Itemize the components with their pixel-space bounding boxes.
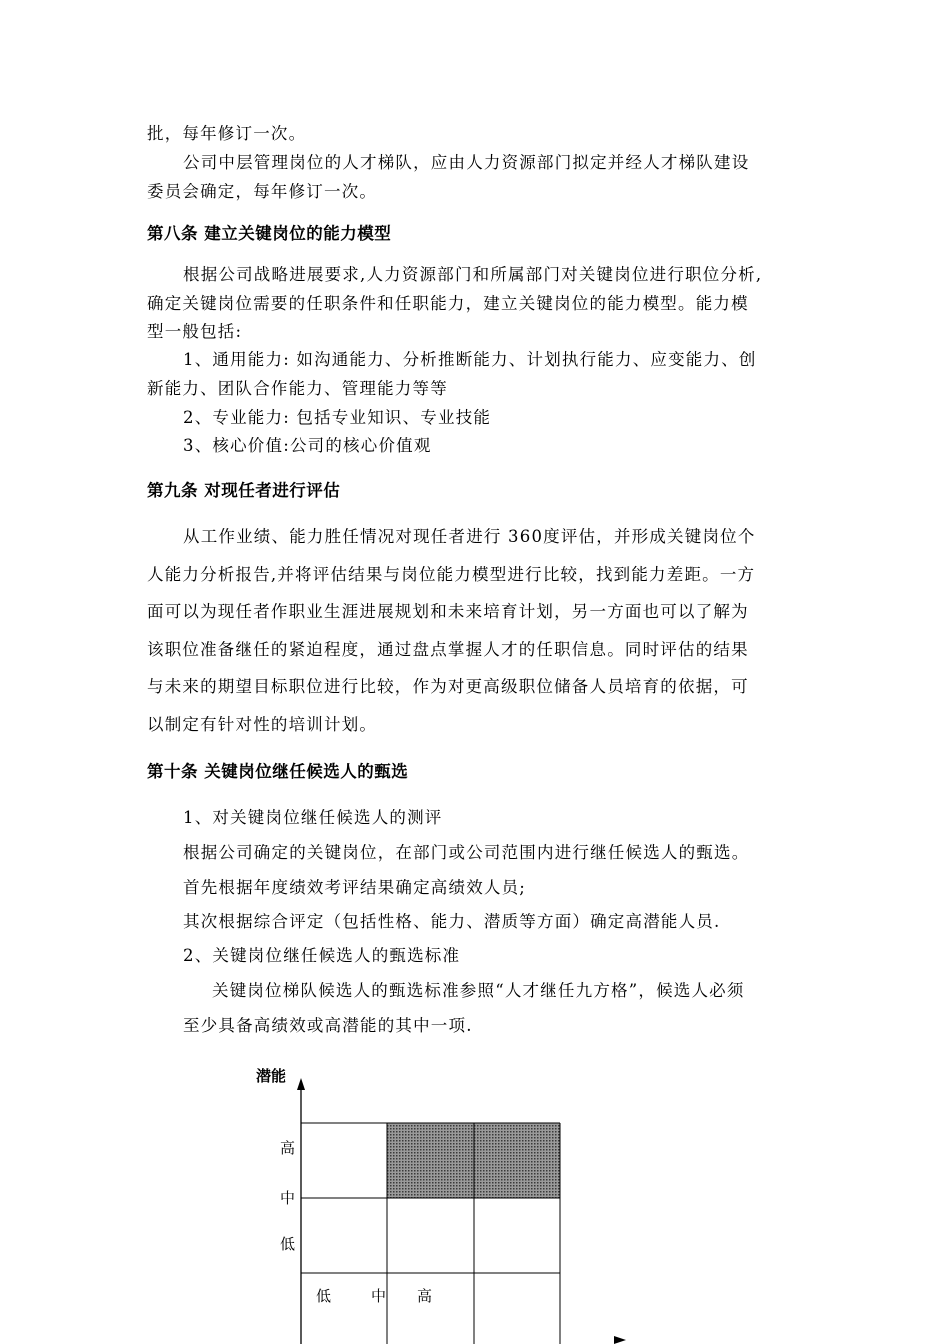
text-line: 首先根据年度绩效考评结果确定高绩效人员; [183, 878, 527, 897]
section-heading-8: 第八条 建立关键岗位的能力模型 [147, 224, 392, 243]
text-line: 委员会确定，每年修订一次。 [147, 182, 378, 201]
text-line: 从工作业绩、能力胜任情况对现任者进行 360度评估，并形成关键岗位个 [183, 527, 756, 546]
text-line: 以制定有针对性的培训计划。 [147, 715, 378, 734]
y-axis-title: 潜能 [256, 1067, 287, 1085]
text-line: 人能力分析报告,并将评估结果与岗位能力模型进行比较，找到能力差距。一方 [147, 565, 756, 584]
text-line: 关键岗位梯队候选人的甄选标准参照“人才继任九方格”，候选人必须 [212, 981, 745, 1000]
highlight-cell-high-high [474, 1123, 560, 1198]
text-line: 与未来的期望目标职位进行比较，作为对更高级职位储备人员培育的依据，可 [147, 677, 749, 696]
section-heading-9: 第九条 对现任者进行评估 [147, 481, 341, 500]
text-line: 1、通用能力: 如沟通能力、分析推断能力、计划执行能力、应变能力、创 [183, 350, 757, 369]
text-line: 1、对关键岗位继任候选人的测评 [183, 808, 443, 827]
y-label-low: 低 [280, 1235, 296, 1253]
highlight-cell-high-mid [387, 1123, 474, 1198]
y-label-mid: 中 [280, 1189, 296, 1207]
text-line: 批，每年修订一次。 [147, 124, 307, 143]
text-line: 该职位准备继任的紧迫程度，通过盘点掌握人才的任职信息。同时评估的结果 [147, 640, 749, 659]
text-line: 3、核心价值:公司的核心价值观 [183, 436, 432, 455]
text-line: 公司中层管理岗位的人才梯队，应由人力资源部门拟定并经人才梯队建设 [183, 153, 750, 172]
y-axis-arrow-icon [297, 1078, 305, 1090]
text-line: 2、关键岗位继任候选人的甄选标准 [183, 946, 461, 965]
text-line: 至少具备高绩效或高潜能的其中一项. [183, 1016, 473, 1035]
x-label-low: 低 [316, 1287, 332, 1305]
x-axis-arrow-icon [614, 1336, 626, 1344]
text-line: 面可以为现任者作职业生涯进展规划和未来培育计划，另一方面也可以了解为 [147, 602, 749, 621]
text-line: 根据公司确定的关键岗位，在部门或公司范围内进行继任候选人的甄选。 [183, 843, 750, 862]
y-label-high: 高 [280, 1139, 296, 1157]
x-label-mid: 中 [371, 1287, 387, 1305]
text-line: 2、专业能力: 包括专业知识、专业技能 [183, 408, 492, 427]
text-line: 其次根据综合评定（包括性格、能力、潜质等方面）确定高潜能人员. [183, 912, 721, 931]
text-line: 型一般包括: [147, 322, 243, 341]
text-line: 新能力、团队合作能力、管理能力等等 [147, 379, 448, 398]
text-line: 确定关键岗位需要的任职条件和任职能力，建立关键岗位的能力模型。能力模 [147, 294, 749, 313]
section-heading-10: 第十条 关键岗位继任候选人的甄选 [147, 762, 409, 781]
text-line: 根据公司战略进展要求,人力资源部门和所属部门对关键岗位进行职位分析, [183, 265, 763, 284]
x-label-high: 高 [417, 1287, 433, 1305]
